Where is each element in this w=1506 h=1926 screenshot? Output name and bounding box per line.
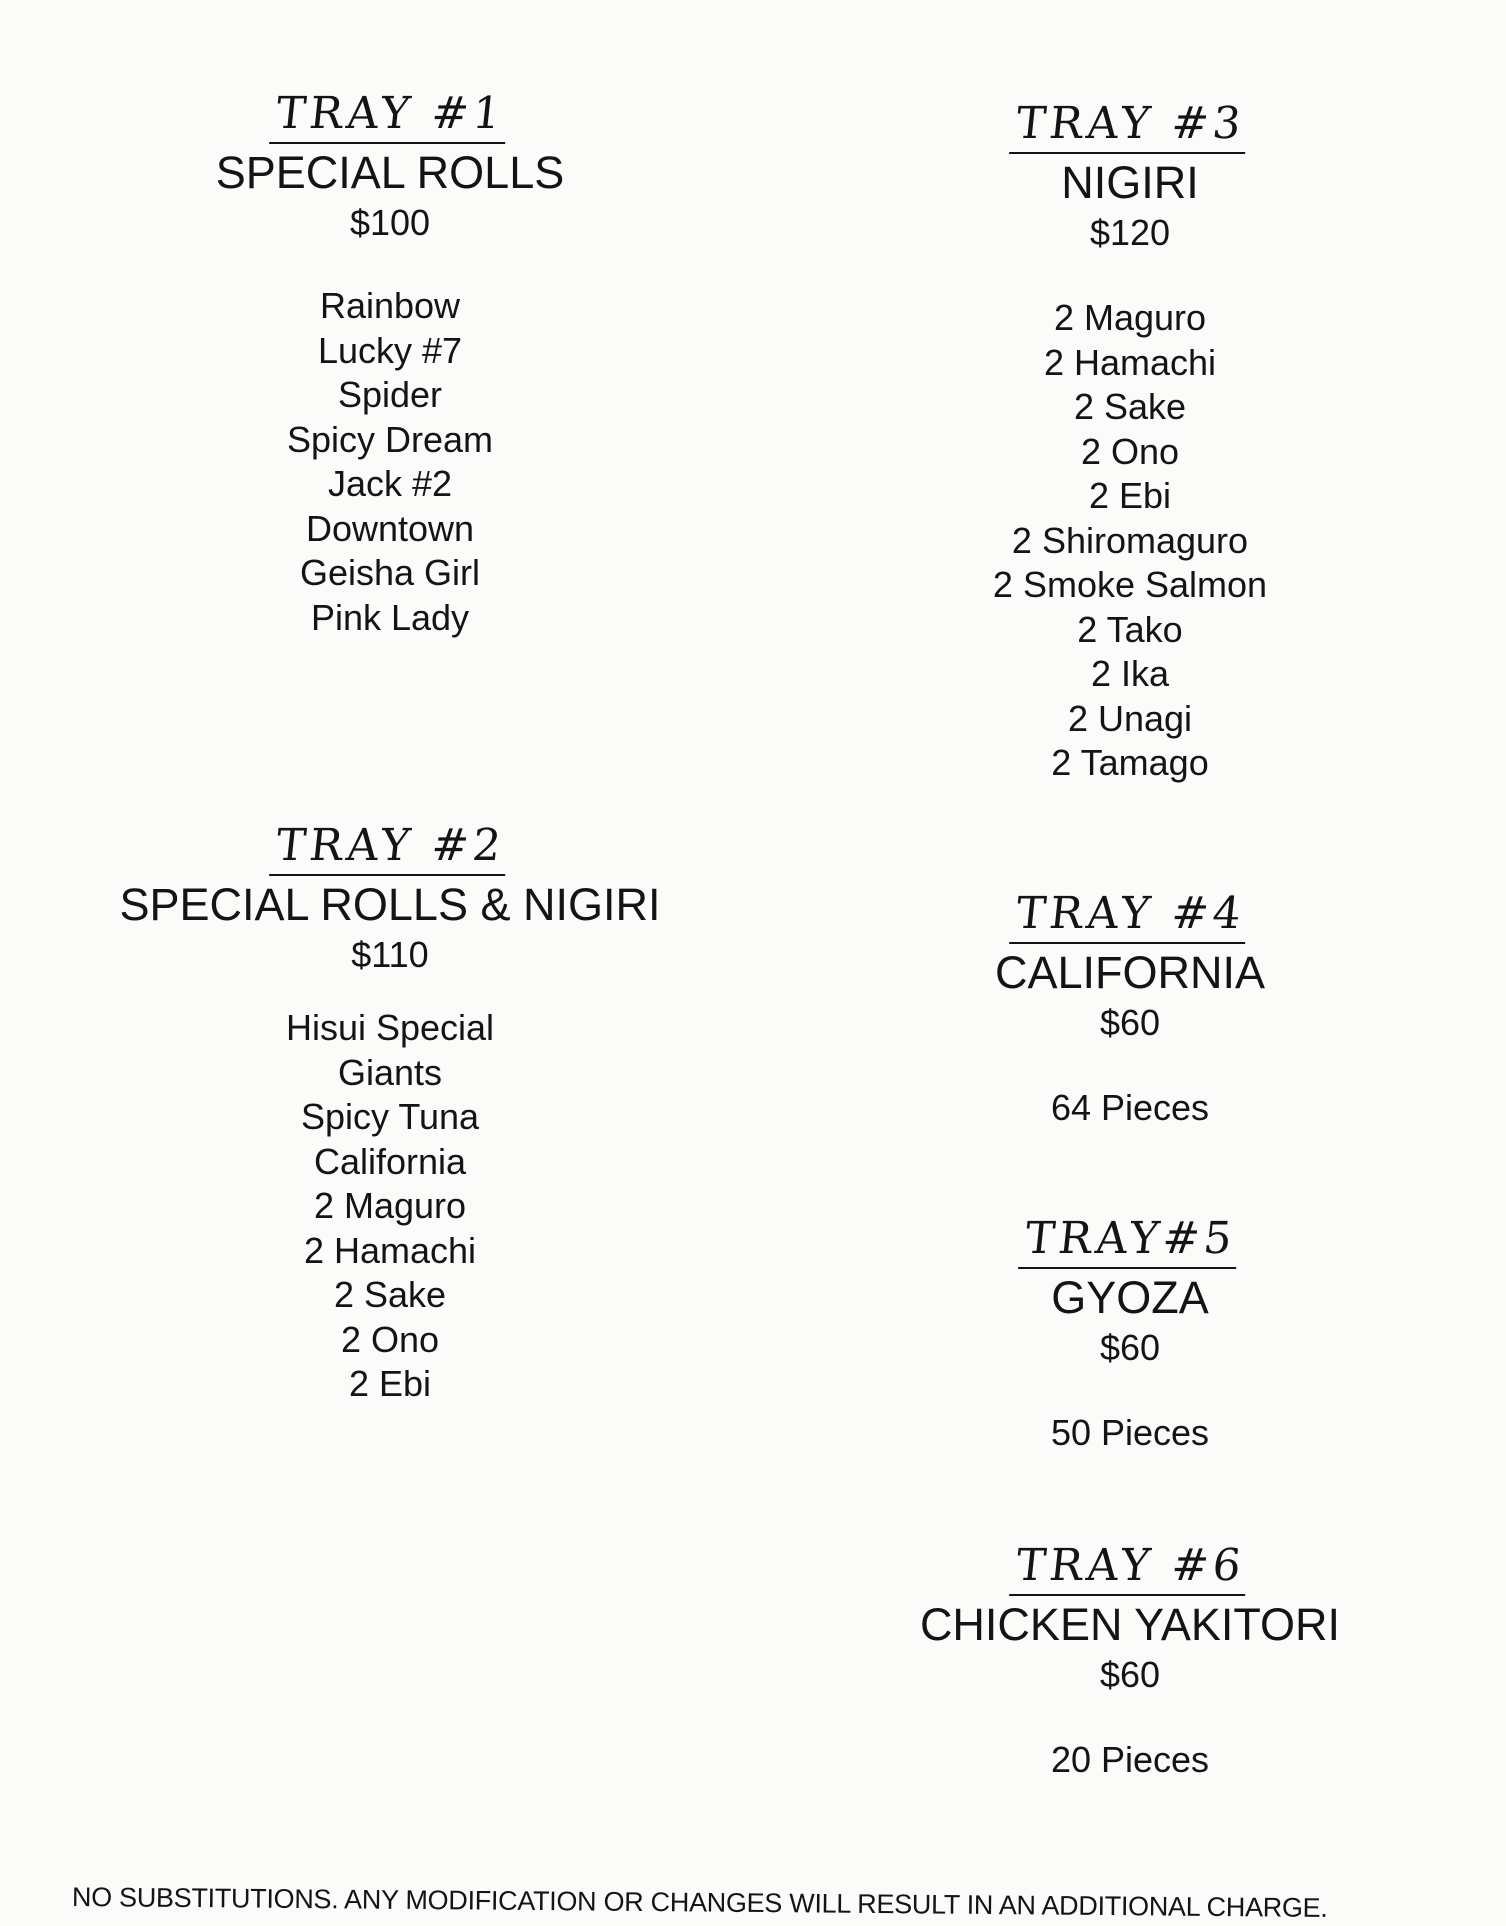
list-item: Rainbow <box>319 285 461 326</box>
tray-5-price: $60 <box>1099 1327 1161 1368</box>
tray-5-heading: TRAY#5 <box>1018 1213 1242 1269</box>
tray-2-heading: TRAY #2 <box>269 820 511 876</box>
tray-1-heading: TRAY #1 <box>269 88 511 144</box>
tray-4-name: CALIFORNIA <box>994 947 1266 998</box>
tray-4-heading: TRAY #4 <box>1009 888 1251 944</box>
list-item: Spider <box>337 374 443 415</box>
list-item: 2 Ono <box>340 1318 440 1360</box>
tray-2-section <box>80 820 700 1407</box>
tray-6-pieces: 20 Pieces <box>1050 1739 1210 1780</box>
tray-1-section <box>200 88 580 640</box>
list-item: 2 Ono <box>1080 430 1180 472</box>
list-item: Pink Lady <box>310 596 470 638</box>
list-item: Lucky #7 <box>317 329 463 371</box>
tray-5-section <box>940 1213 1320 1455</box>
list-item: 2 Maguro <box>313 1185 467 1226</box>
tray-6-section <box>880 1540 1380 1782</box>
list-item: Downtown <box>305 507 475 549</box>
tray-2-price: $110 <box>351 934 429 975</box>
tray-2-name: SPECIAL ROLLS & NIGIRI <box>119 879 661 930</box>
list-item: 2 Smoke Salmon <box>992 564 1268 605</box>
tray-5-pieces: 50 Pieces <box>1050 1412 1210 1453</box>
tray-3-section <box>940 98 1320 786</box>
tray-6-heading: TRAY #6 <box>1009 1540 1251 1596</box>
tray-2-item-list <box>80 1006 700 1407</box>
list-item: California <box>313 1140 467 1182</box>
tray-4-section <box>940 888 1320 1130</box>
list-item: 2 Tamago <box>1051 742 1209 783</box>
list-item: 2 Ika <box>1090 653 1170 694</box>
footer-disclaimer: NO SUBSTITUTIONS. ANY MODIFICATION OR CHANGES WILL RESULT IN AN ADDITIONAL CHARGE. <box>71 1882 1328 1923</box>
list-item: Jack #2 <box>327 463 453 504</box>
list-item: 2 Ebi <box>1088 475 1172 516</box>
tray-3-name: NIGIRI <box>1061 157 1199 208</box>
tray-4-price: $60 <box>1099 1002 1161 1043</box>
list-item: 2 Tako <box>1077 608 1183 650</box>
tray-1-item-list <box>200 284 580 640</box>
list-item: 2 Ebi <box>348 1363 432 1404</box>
list-item: Geisha Girl <box>299 552 481 593</box>
list-item: Spicy Tuna <box>300 1096 480 1137</box>
tray-3-price: $120 <box>1089 212 1171 253</box>
list-item: 2 Sake <box>1073 386 1187 427</box>
list-item: 2 Sake <box>333 1274 447 1315</box>
list-item: Spicy Dream <box>286 418 494 460</box>
tray-1-price: $100 <box>349 202 431 243</box>
list-item: 2 Unagi <box>1067 697 1193 739</box>
list-item: 2 Maguro <box>1053 297 1207 338</box>
tray-3-item-list <box>940 296 1320 786</box>
tray-4-pieces: 64 Pieces <box>1050 1087 1210 1128</box>
list-item: Giants <box>337 1051 443 1093</box>
tray-6-price: $60 <box>1099 1654 1161 1695</box>
list-item: 2 Hamachi <box>1043 341 1217 383</box>
list-item: Hisui Special <box>285 1007 495 1048</box>
tray-3-heading: TRAY #3 <box>1009 98 1251 154</box>
tray-5-name: GYOZA <box>1051 1272 1209 1323</box>
tray-6-name: CHICKEN YAKITORI <box>919 1599 1341 1650</box>
tray-1-name: SPECIAL ROLLS <box>215 147 565 198</box>
list-item: 2 Hamachi <box>303 1229 477 1271</box>
list-item: 2 Shiromaguro <box>1011 519 1249 561</box>
